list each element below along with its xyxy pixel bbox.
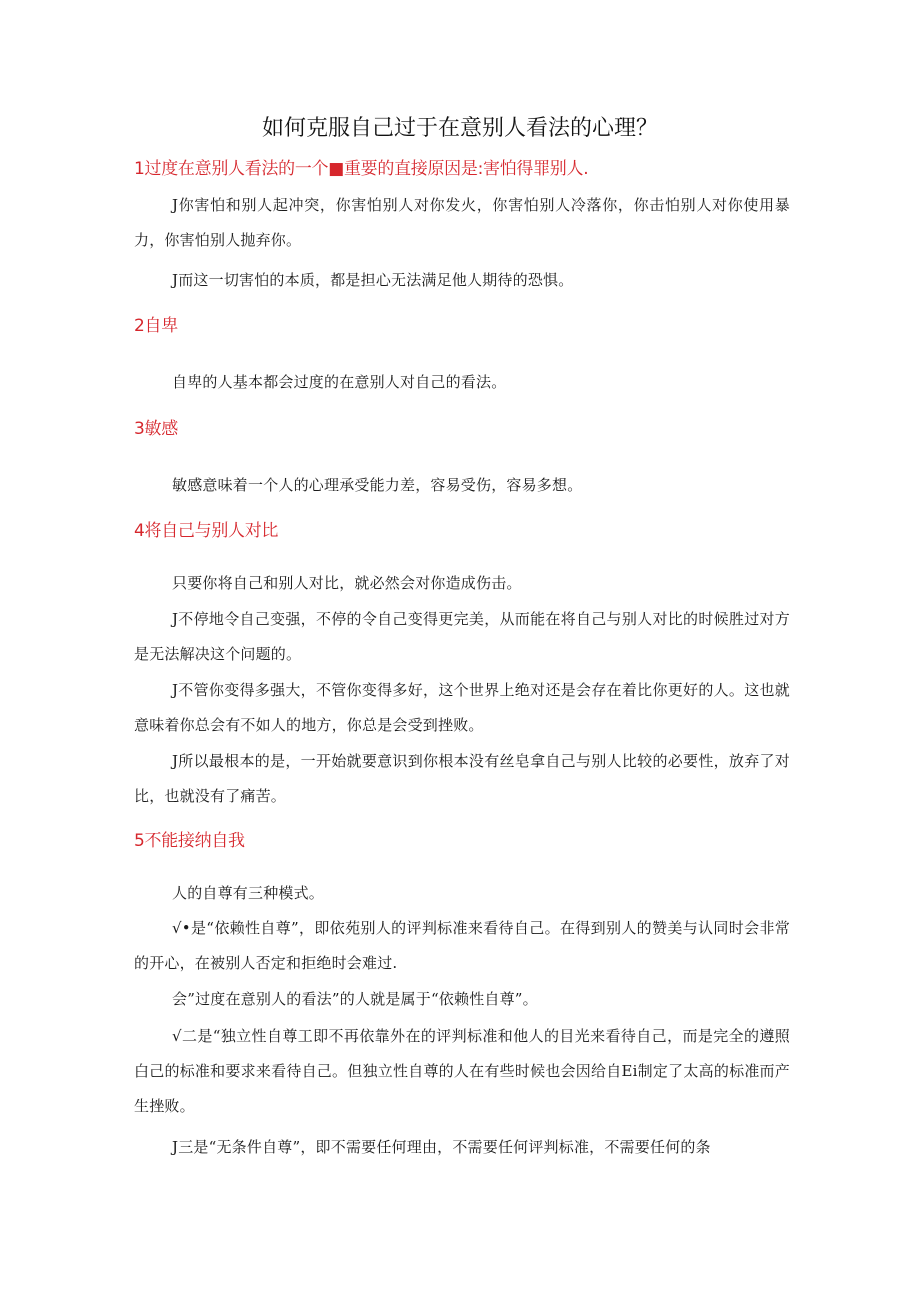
section-heading-1: 1过度在意别人看法的一个■重要的直接原因是:害怕得罪别人.: [134, 159, 589, 179]
section-heading-2: 2自卑: [134, 316, 178, 336]
section-heading-5: 5不能接纳自我: [134, 831, 245, 851]
paragraph: 自卑的人基本都会过度的在意别人对自己的看法。: [172, 373, 507, 391]
section-heading-4: 4将自己与别人对比: [134, 521, 279, 541]
page-title: 如何克服自己过于在意别人看法的心理？: [261, 116, 658, 141]
paragraph: 只要你将自己和别人对比，就必然会对你造成伤击。: [172, 574, 522, 592]
paragraph: J不管你变得多强大，不管你变得多好，这个世界上绝对还是会存在着比你更好的人。这也就意味着你总会有不如人的地方，你总是会受到挫败。: [134, 681, 790, 734]
paragraph: 会”过度在意别人的看法”的人就是属于“依赖性自尊”。: [172, 990, 538, 1008]
paragraph: 人的自尊有三种模式。: [172, 884, 325, 902]
paragraph: J不停地令自己变强，不停的令自己变得更完美，从而能在将自己与别人对比的时候胜过对方是无法解决这个问题的。: [134, 610, 790, 663]
paragraph: √二是“独立性自尊工即不再依靠外在的评判标准和他人的目光来看待自己，而是完全的遵照白己的标准和要求来看待自己。但独立性自尊的人在有些时候也会因给自Ei制定了太高的标准而产生挫败。: [134, 1027, 790, 1115]
section-heading-3: 3敏感: [134, 419, 178, 439]
paragraph: J所以最根本的是，一开始就要意识到你根本没有丝皂拿自己与别人比较的必要性，放弃了对比，也就没有了痛苦。: [134, 752, 790, 805]
paragraph: J三是“无条件自尊”，即不需要任何理由，不需要任何评判标准，不需要任何的条: [172, 1138, 711, 1156]
paragraph: J你害怕和别人起冲突，你害怕别人对你发火，你害怕别人冷落你，你击怕别人对你使用暴力，你害怕别人抛弃你。: [134, 196, 790, 249]
paragraph: J而这一切害怕的本质，都是担心无法满足他人期待的恐惧。: [172, 271, 574, 289]
paragraph: 敏感意味着一个人的心理承受能力差，容易受伤，容易多想。: [172, 476, 583, 494]
paragraph: √•是“依赖性自尊”，即依苑别人的评判标准来看待自己。在得到别人的赞美与认同时会非常的开心，在被别人否定和拒绝时会难过.: [134, 919, 790, 972]
